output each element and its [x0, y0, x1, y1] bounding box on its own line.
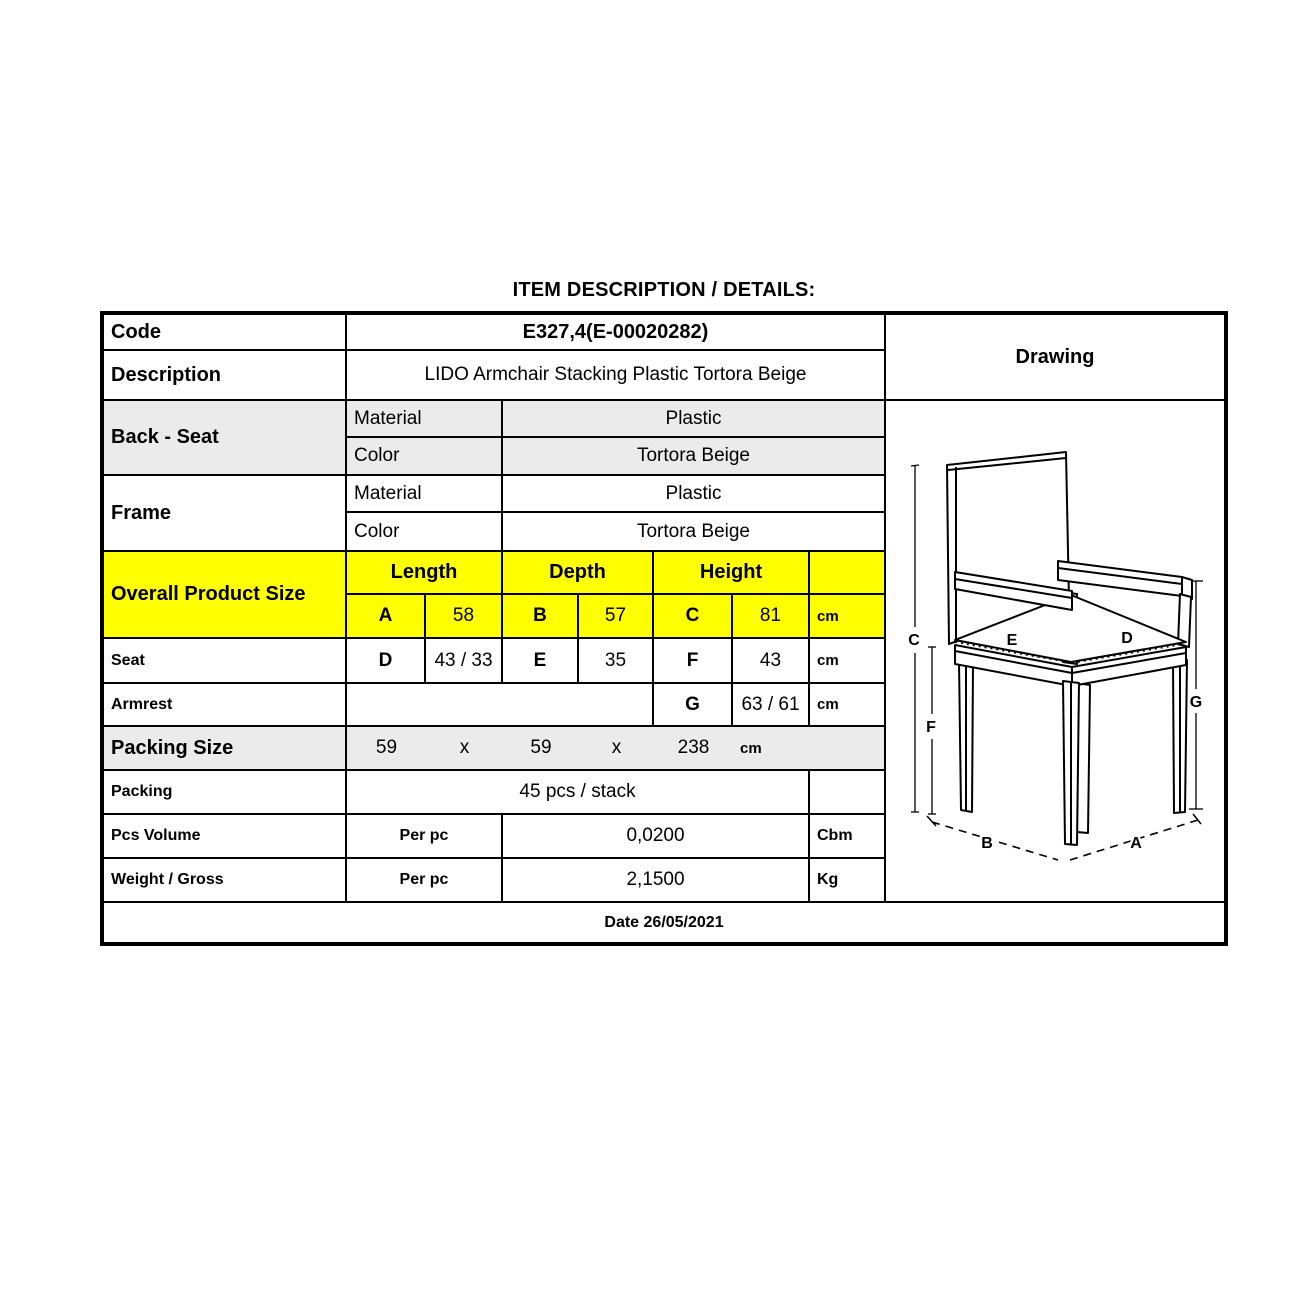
dim-f-value: 43 [733, 639, 810, 684]
description-value: LIDO Armchair Stacking Plastic Tortora Beige [347, 351, 886, 401]
dim-label-e: E [1006, 632, 1018, 649]
packing-size-value-1: 59 [347, 727, 426, 771]
pcs-volume-label: Pcs Volume [104, 815, 347, 859]
dim-c-value: 81 [733, 595, 810, 639]
packing-value: 45 pcs / stack [347, 771, 810, 815]
back-seat-color-value: Tortora Beige [503, 438, 886, 476]
code-label: Code [104, 315, 347, 351]
armrest-label: Armrest [104, 684, 347, 727]
weight-gross-basis: Per pc [347, 859, 503, 903]
weight-gross-unit: Kg [810, 859, 886, 903]
packing-blank [810, 771, 886, 815]
frame-material-value: Plastic [503, 476, 886, 513]
packing-size-sep-2: x [579, 727, 654, 771]
seat-unit: cm [810, 639, 886, 684]
dim-b-value: 57 [579, 595, 654, 639]
dim-d-key: D [347, 639, 426, 684]
code-value: E327,4(E-00020282) [347, 315, 886, 351]
dim-label-f: F [926, 719, 936, 736]
dim-a-key: A [347, 595, 426, 639]
depth-header: Depth [503, 552, 654, 595]
back-seat-material-label: Material [347, 401, 503, 438]
length-header: Length [347, 552, 503, 595]
overall-size-label: Overall Product Size [104, 552, 347, 639]
weight-gross-value: 2,1500 [503, 859, 810, 903]
packing-size-unit: cm [733, 727, 810, 771]
seat-label: Seat [104, 639, 347, 684]
dim-label-c: C [908, 632, 920, 649]
dim-a-value: 58 [426, 595, 503, 639]
back-seat-label: Back - Seat [104, 401, 347, 476]
frame-color-label: Color [347, 513, 503, 552]
packing-size-value-3: 238 [654, 727, 733, 771]
packing-size-blank [810, 727, 886, 771]
date-row: Date 26/05/2021 [604, 913, 724, 931]
pcs-volume-basis: Per pc [347, 815, 503, 859]
page-title: ITEM DESCRIPTION / DETAILS: [512, 279, 816, 301]
packing-label: Packing [104, 771, 347, 815]
overall-unit: cm [810, 595, 886, 639]
drawing-header: Drawing [886, 315, 1224, 401]
packing-size-value-2: 59 [503, 727, 579, 771]
height-header: Height [654, 552, 810, 595]
dim-label-g: G [1189, 694, 1203, 711]
dim-f-key: F [654, 639, 733, 684]
dim-d-value: 43 / 33 [426, 639, 503, 684]
weight-gross-label: Weight / Gross [104, 859, 347, 903]
dim-label-d: D [1121, 630, 1133, 647]
back-seat-color-label: Color [347, 438, 503, 476]
dim-label-a: A [1130, 835, 1142, 852]
dim-g-value: 63 / 61 [733, 684, 810, 727]
chair-technical-drawing [886, 401, 1222, 901]
spec-table [100, 311, 1228, 946]
packing-size-sep-1: x [426, 727, 503, 771]
chair-right-armrest [1058, 561, 1182, 596]
dim-e-key: E [503, 639, 579, 684]
description-label: Description [104, 351, 347, 401]
packing-size-label: Packing Size [104, 727, 347, 771]
dim-g-key: G [654, 684, 733, 727]
frame-material-label: Material [347, 476, 503, 513]
back-seat-material-value: Plastic [503, 401, 886, 438]
pcs-volume-value: 0,0200 [503, 815, 810, 859]
frame-label: Frame [104, 476, 347, 552]
drawing-area [886, 401, 1224, 903]
armrest-unit: cm [810, 684, 886, 727]
dim-e-value: 35 [579, 639, 654, 684]
armrest-blank [347, 684, 654, 727]
dim-c-key: C [654, 595, 733, 639]
pcs-volume-unit: Cbm [810, 815, 886, 859]
dim-label-b: B [981, 835, 993, 852]
frame-color-value: Tortora Beige [503, 513, 886, 552]
dim-b-key: B [503, 595, 579, 639]
overall-unit-spacer [810, 552, 886, 595]
